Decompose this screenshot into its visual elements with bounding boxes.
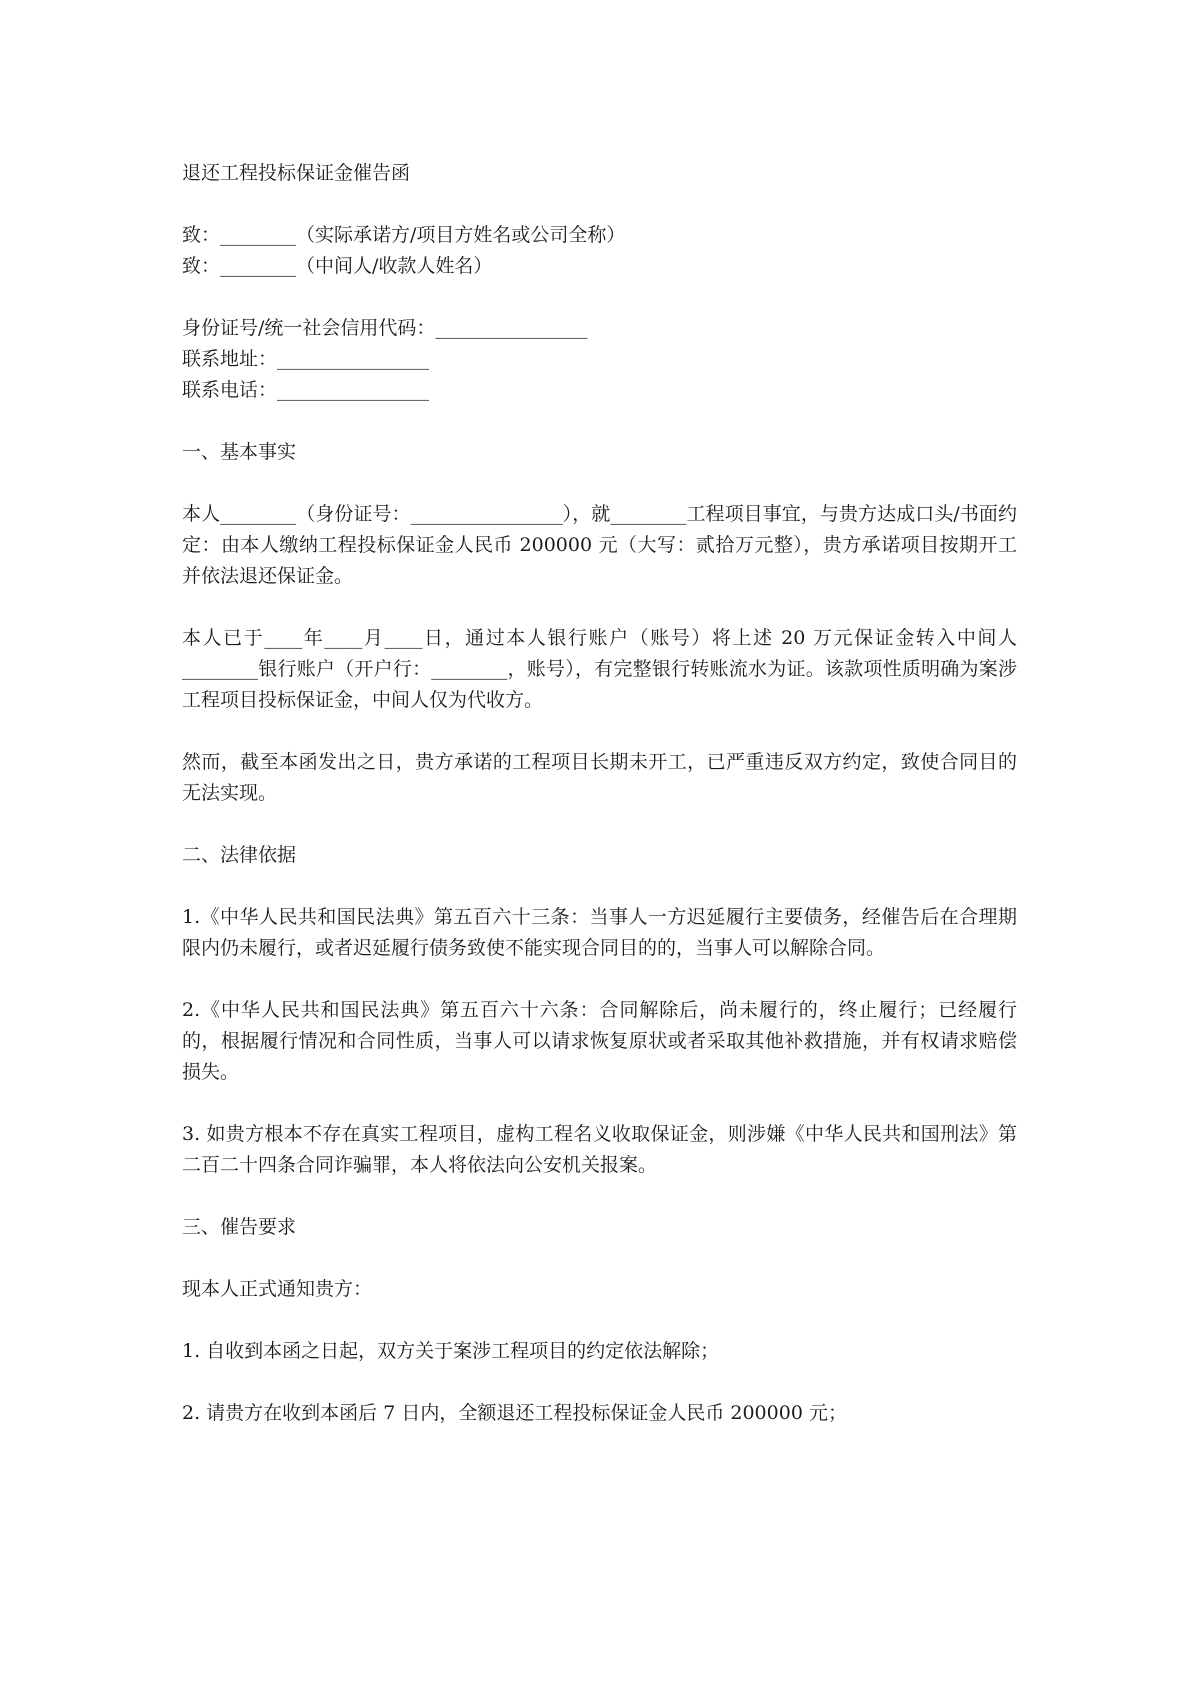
- legal-paragraph-2: 2.《中华人民共和国民法典》第五百六十六条：合同解除后，尚未履行的，终止履行；已经履行的，根据履行情况和合同性质，当事人可以请求恢复原状或者采取其他补救措施，并有权请求赔偿损失。: [182, 999, 1017, 1083]
- legal-paragraph-1: 1.《中华人民共和国民法典》第五百六十三条：当事人一方迟延履行主要债务，经催告后在合理期限内仍未履行，或者迟延履行债务致使不能实现合同目的的，当事人可以解除合同。: [182, 906, 1017, 959]
- section-heading-facts: 一、基本事实: [182, 441, 297, 463]
- demand-item-1: 1. 自收到本函之日起，双方关于案涉工程项目的约定依法解除；: [182, 1340, 720, 1362]
- document-body: [182, 158, 1017, 1429]
- legal-paragraph-3: 3. 如贵方根本不存在真实工程项目，虚构工程名义收取保证金，则涉嫌《中华人民共和国刑法》第二百二十四条合同诈骗罪，本人将依法向公安机关报案。: [182, 1123, 1017, 1176]
- facts-paragraph-1: 本人________（身份证号：________________），就________工程项目事宜，与贵方达成口头/书面约定：由本人缴纳工程投标保证金人民币 200000 元（大写：贰拾万元整），贵方承诺项目按期开工并依法退还保证金。: [182, 503, 1017, 587]
- section-heading-legal-basis: 二、法律依据: [182, 844, 297, 866]
- document-title: 退还工程投标保证金催告函: [182, 162, 411, 184]
- recipient-line-1: 致：________（实际承诺方/项目方姓名或公司全称）: [182, 224, 626, 246]
- demands-intro: 现本人正式通知贵方：: [182, 1278, 373, 1300]
- recipient-line-2: 致：________（中间人/收款人姓名）: [182, 255, 493, 277]
- sender-address: 联系地址：________________: [182, 348, 430, 370]
- sender-phone: 联系电话：________________: [182, 379, 430, 401]
- demand-item-2: 2. 请贵方在收到本函后 7 日内，全额退还工程投标保证金人民币 200000 元；: [182, 1402, 847, 1424]
- facts-paragraph-2: 本人已于____年____月____日，通过本人银行账户（账号）将上述 20 万元保证金转入中间人________银行账户（开户行：________，账号），有完整银行转账流水为证。该款项性质明确为案涉工程项目投标保证金，中间人仅为代收方。: [182, 627, 1017, 711]
- section-heading-demands: 三、催告要求: [182, 1216, 297, 1238]
- facts-paragraph-3: 然而，截至本函发出之日，贵方承诺的工程项目长期未开工，已严重违反双方约定，致使合同目的无法实现。: [182, 751, 1017, 804]
- sender-id-number: 身份证号/统一社会信用代码：________________: [182, 317, 588, 339]
